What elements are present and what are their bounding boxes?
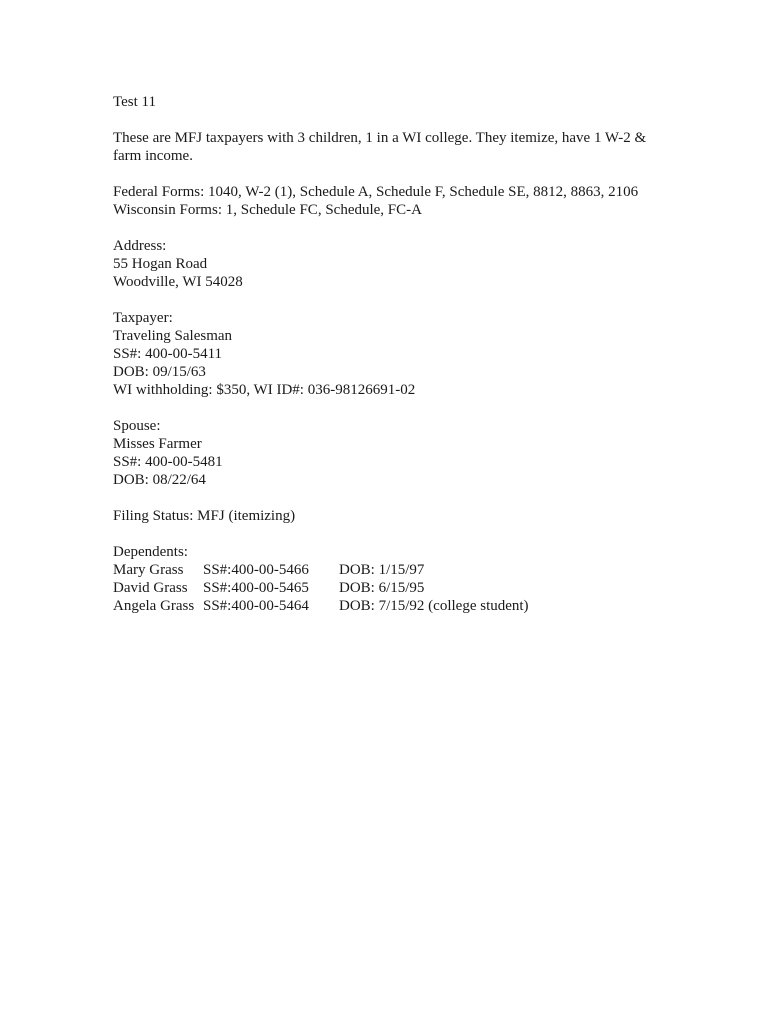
dependent-row <box>113 561 673 579</box>
dependent-name: David Grass <box>113 580 188 596</box>
dependent-ss: SS#:400-00-5466 <box>203 562 309 578</box>
dependent-row <box>113 597 673 615</box>
spacer <box>113 219 673 237</box>
taxpayer-name: Traveling Salesman <box>113 328 233 344</box>
intro-line-1: These are MFJ taxpayers with 3 children, 1 in a WI college. They itemize, have 1 W-2 & <box>113 130 647 146</box>
dependent-dob: DOB: 1/15/97 <box>339 562 425 578</box>
dependent-dob: DOB: 7/15/92 (college student) <box>339 598 529 614</box>
address-section <box>113 237 673 291</box>
spouse-dob: DOB: 08/22/64 <box>113 472 206 488</box>
spouse-section <box>113 417 673 489</box>
document-title: Test 11 <box>113 94 156 110</box>
address-heading: Address: <box>113 238 167 254</box>
spacer <box>113 489 673 507</box>
taxpayer-ss: SS#: 400-00-5411 <box>113 346 223 362</box>
spacer <box>113 165 673 183</box>
dependent-row <box>113 579 673 597</box>
taxpayer-section <box>113 309 673 399</box>
wisconsin-forms: Wisconsin Forms: 1, Schedule FC, Schedule, FC-A <box>113 202 422 218</box>
federal-forms: Federal Forms: 1040, W-2 (1), Schedule A, Schedule F, Schedule SE, 8812, 8863, 2106 <box>113 184 639 200</box>
dependent-ss: SS#:400-00-5464 <box>203 598 309 614</box>
forms-section <box>113 183 673 219</box>
taxpayer-withholding: WI withholding: $350, WI ID#: 036-98126691-02 <box>113 382 416 398</box>
spacer <box>113 525 673 543</box>
intro-line-2: farm income. <box>113 148 193 164</box>
taxpayer-dob: DOB: 09/15/63 <box>113 364 206 380</box>
address-city: Woodville, WI 54028 <box>113 274 243 290</box>
dependent-dob: DOB: 6/15/95 <box>339 580 425 596</box>
spouse-heading: Spouse: <box>113 418 161 434</box>
dependent-ss: SS#:400-00-5465 <box>203 580 309 596</box>
dependents-heading: Dependents: <box>113 544 188 560</box>
taxpayer-heading: Taxpayer: <box>113 310 173 326</box>
spouse-name: Misses Farmer <box>113 436 202 452</box>
document-body <box>113 93 673 615</box>
address-street: 55 Hogan Road <box>113 256 208 272</box>
dependent-name: Mary Grass <box>113 562 184 578</box>
spacer <box>113 111 673 129</box>
spacer <box>113 399 673 417</box>
dependent-name: Angela Grass <box>113 598 195 614</box>
spacer <box>113 291 673 309</box>
intro-paragraph <box>113 129 673 165</box>
dependents-section <box>113 543 673 615</box>
filing-status: Filing Status: MFJ (itemizing) <box>113 508 296 524</box>
spouse-ss: SS#: 400-00-5481 <box>113 454 223 470</box>
